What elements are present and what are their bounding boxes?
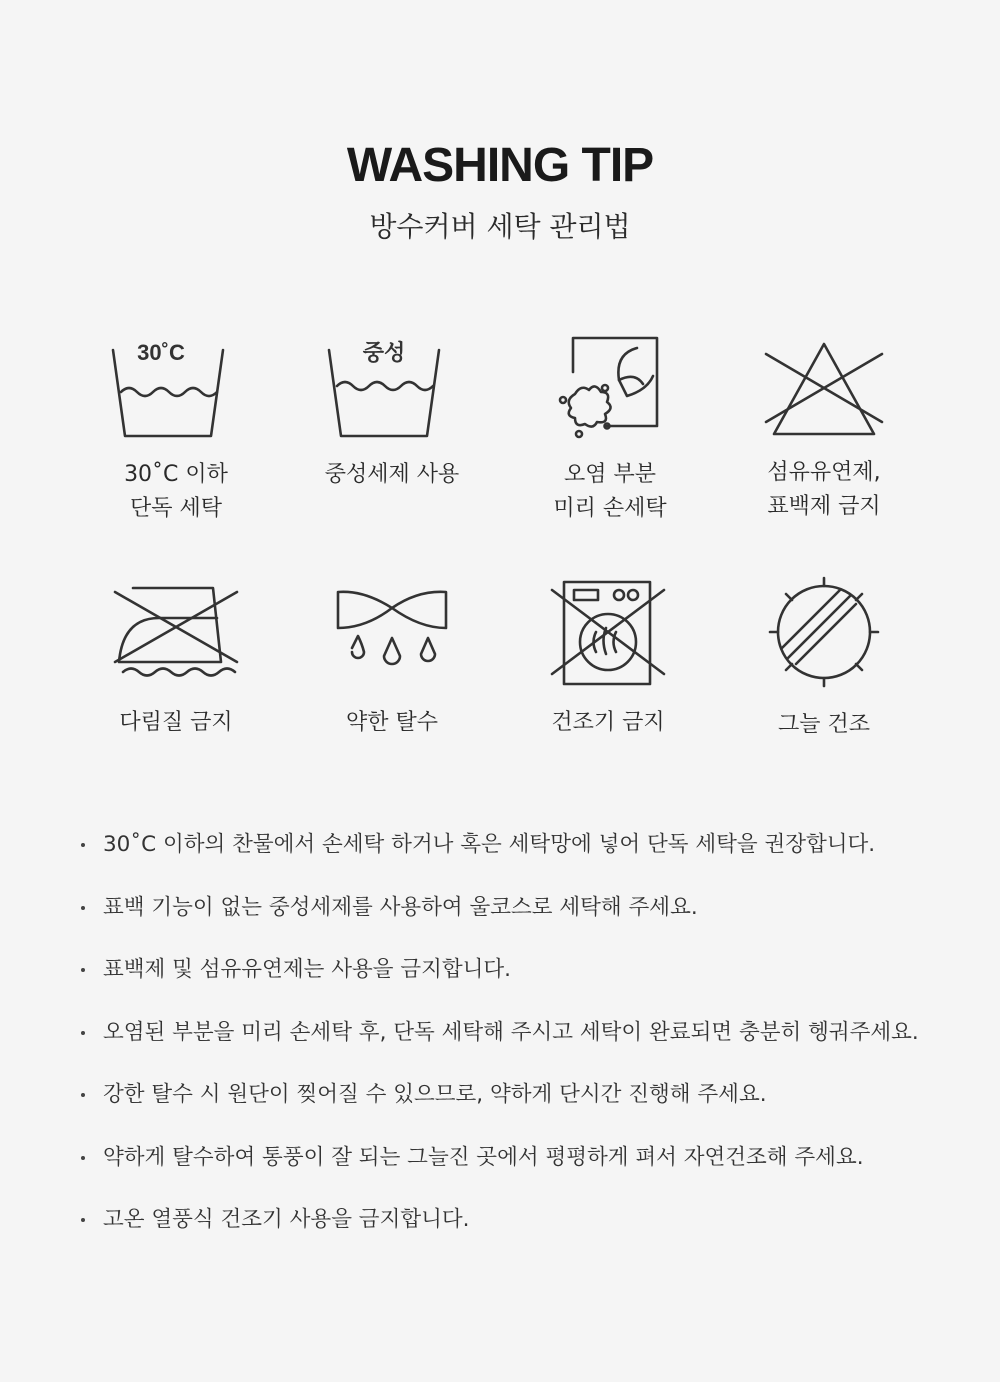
- bullet-icon: [81, 1218, 85, 1222]
- wash-tub-30c-icon: [111, 330, 241, 442]
- care-caption: 약한 탈수: [345, 710, 438, 735]
- no-tumble-dry-icon: [550, 580, 666, 686]
- stain-pretreat-icon: [555, 332, 665, 444]
- care-item-no-bleach: [714, 340, 934, 530]
- care-item-gentle-spin: [282, 588, 502, 748]
- care-item-no-iron: [66, 582, 286, 742]
- care-item-shade-dry: [714, 576, 934, 736]
- bullet-icon: [81, 968, 85, 972]
- bullet-icon: [81, 843, 85, 847]
- list-item: 표백 기능이 없는 중성세제를 사용하여 울코스로 세탁해 주세요.: [78, 890, 919, 953]
- list-item: 강한 탈수 시 원단이 찢어질 수 있으므로, 약하게 단시간 진행해 주세요.: [78, 1077, 919, 1140]
- care-caption: 건조기 금지: [551, 710, 665, 735]
- care-item-wash-30c: [66, 330, 286, 530]
- care-caption: 그늘 건조: [777, 712, 870, 737]
- no-bleach-icon: [764, 340, 884, 436]
- page-subtitle: 방수커버 세탁 관리법: [369, 210, 631, 243]
- care-item-stain-pretreat: [500, 332, 720, 532]
- care-caption: 중성세제 사용: [324, 462, 460, 487]
- list-item: 오염된 부분을 미리 손세탁 후, 단독 세탁해 주시고 세탁이 완료되면 충분히 헹궈주세요.: [78, 1015, 919, 1078]
- care-caption: 오염 부분 미리 손세탁: [553, 462, 667, 521]
- care-item-no-tumble-dry: [498, 580, 718, 740]
- bullet-icon: [81, 1156, 85, 1160]
- wash-tub-neutral-icon: [327, 330, 457, 442]
- list-item: 30˚C 이하의 찬물에서 손세탁 하거나 혹은 세탁망에 넣어 단독 세탁을 권장합니다.: [78, 827, 919, 890]
- no-iron-icon: [113, 582, 239, 678]
- shade-dry-icon: [768, 576, 880, 688]
- care-caption: 섬유유연제, 표백제 금지: [767, 460, 881, 519]
- care-caption: 다림질 금지: [119, 710, 233, 735]
- list-item: 약하게 탈수하여 통풍이 잘 되는 그늘진 곳에서 평평하게 펴서 자연건조해 주세요.: [78, 1140, 919, 1203]
- bullet-icon: [81, 1031, 85, 1035]
- care-caption: 30˚C 이하 단독 세탁: [124, 462, 228, 521]
- svg-text:중성: 중성: [362, 340, 406, 365]
- bullet-icon: [81, 1093, 85, 1097]
- svg-text:30˚C: 30˚C: [137, 340, 185, 365]
- care-item-neutral-detergent: [282, 330, 502, 530]
- list-item: 고온 열풍식 건조기 사용을 금지합니다.: [78, 1202, 919, 1265]
- gentle-spin-icon: [336, 588, 448, 672]
- page-title: WASHING TIP: [346, 139, 654, 192]
- washing-tips-list: [78, 827, 919, 1265]
- list-item: 표백제 및 섬유유연제는 사용을 금지합니다.: [78, 952, 919, 1015]
- bullet-icon: [81, 906, 85, 910]
